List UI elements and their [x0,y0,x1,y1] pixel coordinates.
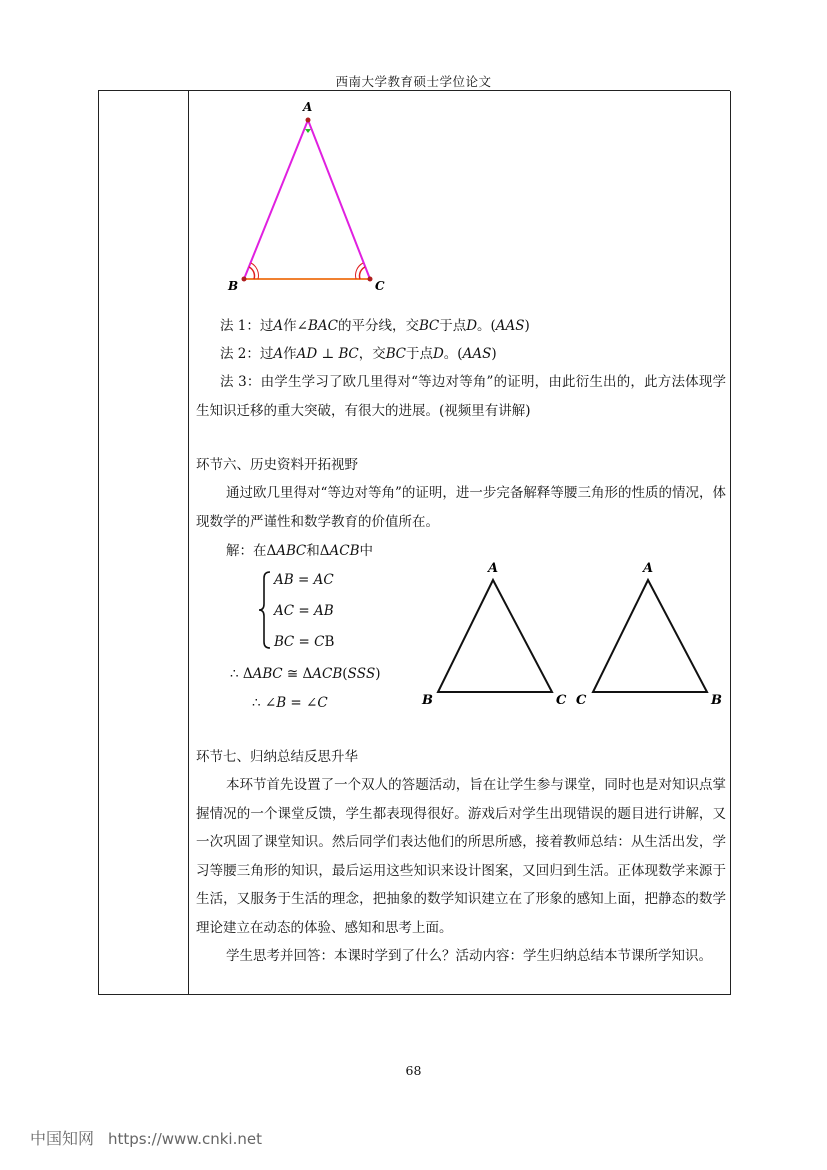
section7-heading: 环节七、归纳总结反思升华 [196,749,358,765]
section6-heading: 环节六、历史资料开拓视野 [196,457,358,473]
vertex-b [242,277,247,282]
congruent-triangles-figure [415,555,725,715]
triangle-acb [593,580,707,692]
watermark-footer [30,1126,262,1149]
tri-left-label-c: C [556,693,567,708]
method-3: 法 3：由学生学习了欧几里得对“等边对等角”的证明，由此衍生出的，此方法体现学生知识迁移的重大突破，有很大的进展。(视频里有讲解) [196,374,726,419]
tri-right-label-a: A [643,561,654,576]
running-header: 西南大学教育硕士学位论文 [335,74,492,89]
page-number: 68 [405,1063,422,1078]
equation-2: 𝐴𝐶 = 𝐴𝐵 [274,603,334,619]
tri-left-label-b: B [422,693,433,708]
label-b: B [228,279,239,293]
triangle-abc [438,580,552,692]
cnki-logo-text: 中国知网 [30,1129,95,1148]
conclusion-angles: ∴ ∠𝐵 = ∠𝐶 [252,695,328,711]
angle-c-mark [360,267,365,279]
section7-paragraph-2: 学生思考并回答：本课时学到了什么？活动内容：学生归纳总结本节课所学知识。 [226,948,712,964]
side-ab [244,120,308,279]
label-c: C [375,279,385,293]
side-ac [308,120,370,279]
section6-paragraph: 通过欧几里得对“等边对等角”的证明，进一步完备解释等腰三角形的性质的情况，体现数学的严谨性和数学教育的价值所在。 [196,485,726,530]
cnki-url[interactable]: https://www.cnki.net [108,1130,262,1148]
tri-right-label-c: C [576,693,587,708]
label-a: A [303,100,313,114]
vertex-c [368,277,373,282]
equation-3: 𝐵𝐶 = 𝐶B [274,634,335,650]
tri-right-label-b: B [711,693,722,708]
angle-a-mark [305,129,311,133]
equation-1: 𝐴𝐵 = 𝐴𝐶 [274,572,334,588]
vertex-a [306,118,311,123]
table-column-divider [188,91,189,995]
section7-paragraph-1: 本环节首先设置了一个双人的答题活动，旨在让学生参与课堂，同时也是对知识点掌握情况的一个课堂反馈，学生都表现得很好。游戏后对学生出现错误的题目进行讲解，又一次巩固了课堂知识。然后同学们表达他们的所思所感，接着教师总结：从生活出发，学习等腰三角形的知识，最后运用这些知识来设计图案，又回归到生活。正体现数学来源于生活，又服务于生活的理念，把抽象的数学知识建立在了形象的感知上面，把静态的数学理论建立在动态的体验、感知和思考上面。 [196,777,726,936]
method-2: 法 2：过𝐴作𝐴𝐷 ⊥ 𝐵𝐶，交𝐵𝐶于点𝐷。(𝐴𝐴𝑆) [220,346,497,362]
solution-intro: 解：在Δ𝐴𝐵𝐶和Δ𝐴𝐶𝐵中 [226,543,373,559]
conclusion-congruent: ∴ Δ𝐴𝐵𝐶 ≅ Δ𝐴𝐶𝐵(𝑆𝑆𝑆) [230,666,381,682]
angle-b-mark [249,267,254,279]
brace [258,570,274,650]
tri-left-label-a: A [488,561,499,576]
method-1: 法 1：过𝐴作∠𝐵𝐴𝐶的平分线，交𝐵𝐶于点𝐷。(𝐴𝐴𝑆) [220,318,530,334]
isosceles-triangle-figure [220,95,400,295]
